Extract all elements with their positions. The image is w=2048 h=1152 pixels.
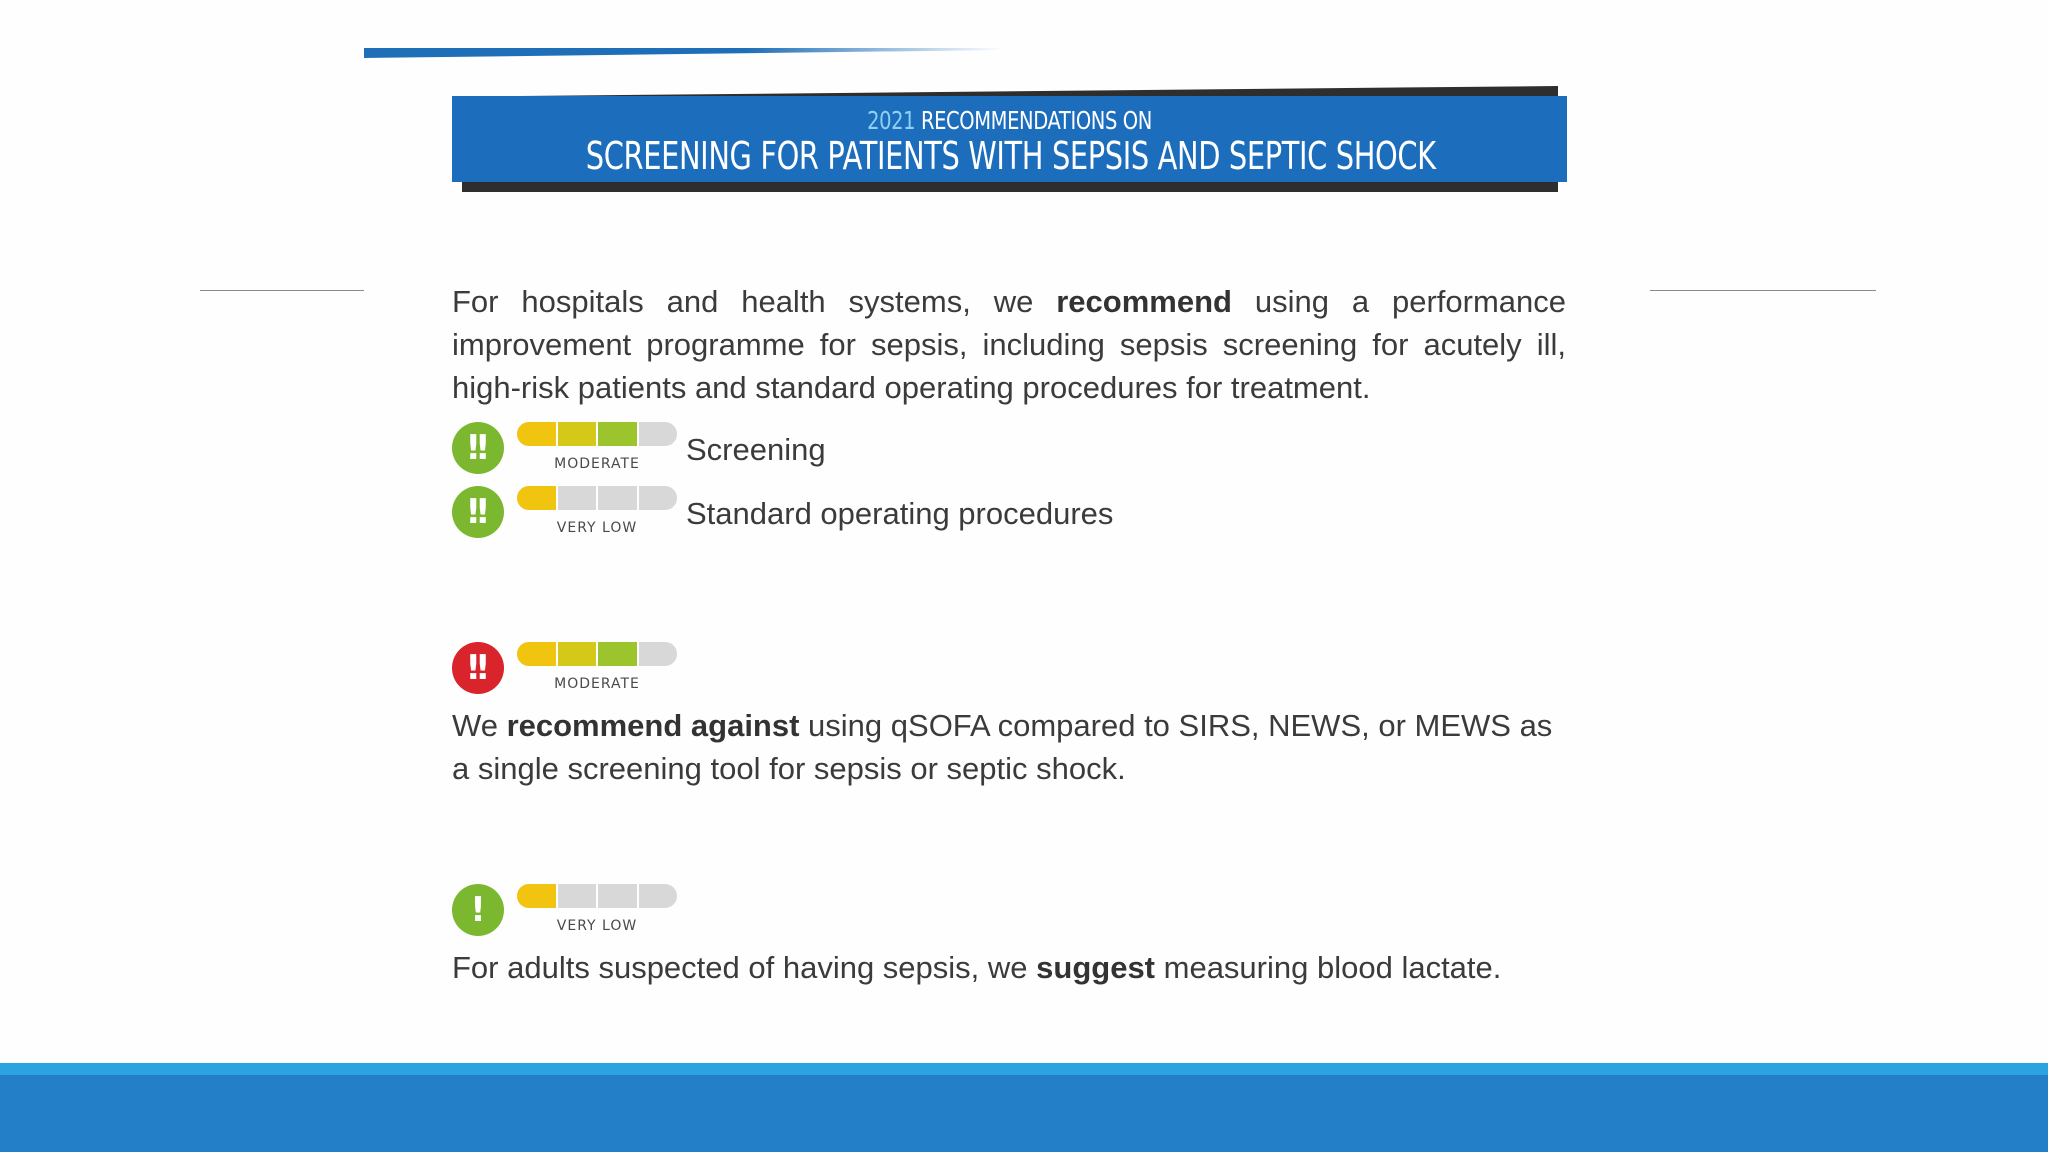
rating-item-label: Standard operating procedures <box>686 496 1114 531</box>
left-divider <box>200 290 364 291</box>
meter-segment-filled <box>517 486 558 510</box>
rec2-text-after: using qSOFA compared to SIRS, NEWS, or MEWS as a single screening tool for sepsis or septic shock. <box>452 708 1553 786</box>
rec3-keyword: suggest <box>1036 950 1156 985</box>
meter-segment-empty <box>639 884 678 908</box>
weak-recommendation-icon: ! <box>452 884 504 936</box>
meter-segment-filled <box>517 422 558 446</box>
recommendation-3-text <box>452 946 1566 989</box>
rec2-keyword: recommend against <box>506 708 800 743</box>
evidence-quality-label: VERY LOW <box>556 520 638 536</box>
rec1-text-after: using a performance improvement programme for sepsis, including sepsis screening for acutely ill, high-risk patients and standard operating procedures for treatment. <box>452 284 1566 405</box>
meter-segment-empty <box>558 486 599 510</box>
rec1-keyword: recommend <box>1056 284 1232 319</box>
strong-against-icon: !! <box>452 642 504 694</box>
evidence-quality-meter <box>517 422 677 446</box>
evidence-quality-meter <box>517 884 677 908</box>
evidence-quality-meter <box>517 486 677 510</box>
rating-screening <box>452 422 1352 482</box>
meter-segment-empty <box>639 642 678 666</box>
banner-title: SCREENING FOR PATIENTS WITH SEPSIS AND SEPTIC SHOCK <box>585 134 1436 178</box>
rec2-text-before: We <box>452 708 507 743</box>
strong-recommendation-icon: !! <box>452 422 504 474</box>
banner-subtitle: RECOMMENDATIONS ON <box>920 106 1152 135</box>
rating-lactate <box>452 884 1352 944</box>
strong-recommendation-icon: !! <box>452 486 504 538</box>
meter-segment-empty <box>558 884 599 908</box>
recommendation-2-text <box>452 704 1566 790</box>
rec1-text-before: For hospitals and health systems, we <box>452 284 1057 319</box>
meter-segment-filled <box>558 642 599 666</box>
footer-band-accent <box>0 1063 2048 1075</box>
evidence-quality-meter <box>517 642 677 666</box>
banner-subtitle-line <box>575 106 1445 135</box>
meter-segment-empty <box>639 422 678 446</box>
meter-segment-empty <box>598 884 639 908</box>
meter-segment-filled <box>598 422 639 446</box>
rec3-text-before: For adults suspected of having sepsis, we <box>452 950 1037 985</box>
meter-segment-filled <box>598 642 639 666</box>
rating-qsofa <box>452 642 1352 702</box>
right-divider <box>1650 290 1876 291</box>
meter-segment-filled <box>558 422 599 446</box>
title-banner <box>452 96 1567 182</box>
evidence-quality-label: MODERATE <box>554 676 640 692</box>
meter-segment-filled <box>517 642 558 666</box>
evidence-quality-label: MODERATE <box>554 456 640 472</box>
footer-band <box>0 1075 2048 1152</box>
rating-item-label: Screening <box>686 432 826 467</box>
banner-year: 2021 <box>867 106 916 135</box>
meter-segment-empty <box>598 486 639 510</box>
rec3-text-after: measuring blood lactate. <box>1155 950 1502 985</box>
evidence-quality-label: VERY LOW <box>556 918 638 934</box>
rating-standard-operating-procedures <box>452 486 1352 546</box>
meter-segment-filled <box>517 884 558 908</box>
recommendation-1-text <box>452 280 1566 409</box>
meter-segment-empty <box>639 486 678 510</box>
top-accent-line <box>364 48 1004 58</box>
